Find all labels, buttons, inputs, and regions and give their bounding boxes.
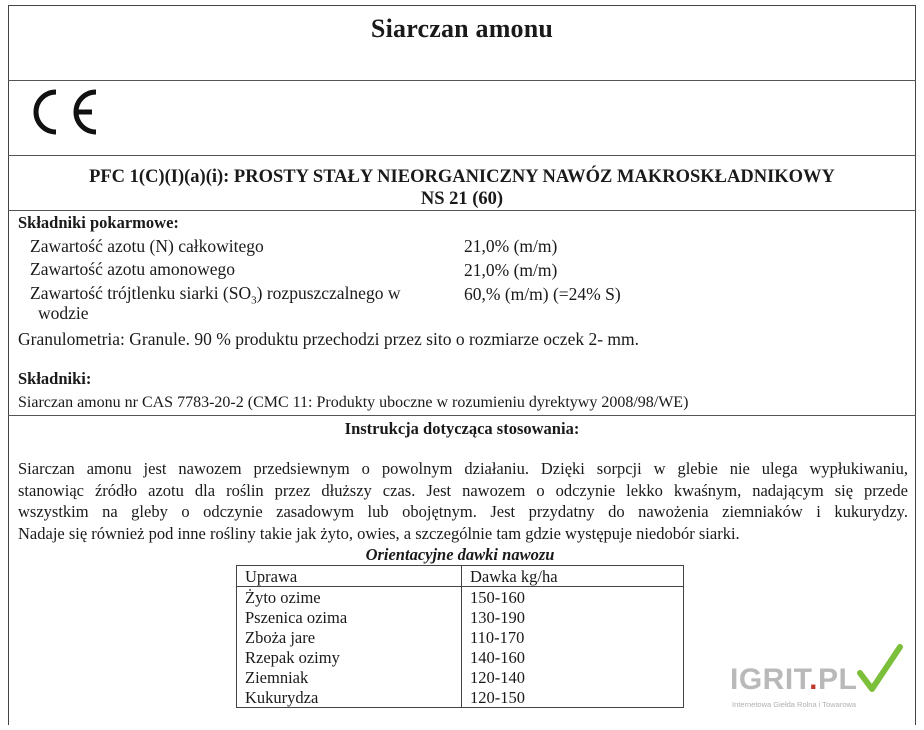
divider — [8, 415, 916, 416]
instructions-line: stanowiąc źródło azotu dla roślin przez dłuższy czas. Jest nawozem o odczynie lekko kwaśnym, nadającym się przede — [18, 480, 908, 500]
nutrient-value: 21,0% (m/m) — [464, 236, 558, 256]
instructions-heading: Instrukcja dotycząca stosowania: — [344, 419, 580, 438]
watermark-dot: . — [809, 663, 819, 696]
column-header: Uprawa — [237, 566, 462, 587]
table-row — [237, 667, 684, 687]
ingredients-heading: Składniki: — [18, 369, 92, 388]
nutrient-label-continued: wodzie — [38, 303, 89, 323]
dose-cell: 120-150 — [462, 687, 684, 708]
dose-cell: 150-160 — [462, 587, 684, 608]
nutrient-value: 21,0% (m/m) — [464, 260, 558, 280]
nutrient-label: Zawartość azotu (N) całkowitego — [30, 236, 264, 256]
nutrient-label-part: ) rozpuszczalnego w — [256, 283, 401, 303]
crop-cell: Kukurydza — [237, 687, 462, 708]
ce-mark-icon — [26, 84, 106, 140]
table-row — [237, 687, 684, 708]
pfc-line-2: NS 21 (60) — [420, 189, 504, 209]
column-header: Dawka kg/ha — [462, 566, 684, 587]
divider — [8, 155, 916, 156]
watermark-brand: IGRIT — [730, 663, 810, 696]
instructions-paragraph — [18, 458, 908, 544]
nutrient-label-subscript: 3 — [251, 294, 257, 307]
watermark-name — [730, 663, 857, 697]
dose-cell: 130-190 — [462, 607, 684, 627]
instructions-line: Nadaje się również pod inne rośliny takie jak żyto, owies, a szczególnie tam gdzie występuje niedobór siarki. — [18, 523, 740, 543]
nutrient-value: 60,% (m/m) (=24% S) — [464, 284, 621, 304]
table-header-row — [237, 566, 684, 587]
table-row — [237, 607, 684, 627]
doses-table — [236, 565, 684, 708]
igrit-watermark-logo — [726, 643, 906, 713]
crop-cell: Zboża jare — [237, 627, 462, 647]
nutrient-label-part: Zawartość trójtlenku siarki (SO — [30, 283, 252, 303]
divider — [8, 80, 916, 81]
instructions-line: wszystkim na gleby o odczynie zasadowym lub obojętnym. Jest przydatny do nawożenia ziemniaków i kukurydzy. — [18, 502, 908, 521]
table-row — [237, 587, 684, 608]
pfc-line-1: PFC 1(C)(I)(a)(i): PROSTY STAŁY NIEORGANICZNY NAWÓZ MAKROSKŁADNIKOWY — [89, 167, 835, 187]
dose-cell: 140-160 — [462, 647, 684, 667]
crop-cell: Rzepak ozimy — [237, 647, 462, 667]
doses-table-title: Orientacyjne dawki nawozu — [365, 545, 555, 564]
crop-cell: Ziemniak — [237, 667, 462, 687]
ingredients-text: Siarczan amonu nr CAS 7783-20-2 (CMC 11: Produkty uboczne w rozumieniu dyrektywy 2008/98/WE) — [18, 394, 689, 411]
dose-cell: 120-140 — [462, 667, 684, 687]
watermark-tld: PL — [818, 663, 858, 696]
crop-cell: Żyto ozime — [237, 587, 462, 608]
granulometry: Granulometria: Granule. 90 % produktu przechodzi przez sito o rozmiarze oczek 2- mm. — [18, 329, 640, 349]
table-row — [237, 627, 684, 647]
dose-cell: 110-170 — [462, 627, 684, 647]
nutrients-heading: Składniki pokarmowe: — [18, 213, 179, 232]
checkmark-icon — [854, 643, 904, 695]
table-row — [237, 647, 684, 667]
crop-cell: Pszenica ozima — [237, 607, 462, 627]
instructions-line: Siarczan amonu jest nawozem przedsiewnym o powolnym działaniu. Dzięki sorpcji w glebie nie ulega wypłukiwaniu, — [18, 459, 908, 478]
divider — [8, 210, 916, 211]
watermark-tagline: Internetowa Giełda Rolna i Towarowa — [732, 700, 857, 709]
page-title: Siarczan amonu — [370, 14, 554, 43]
nutrient-label: Zawartość azotu amonowego — [30, 259, 236, 279]
product-classification — [8, 166, 916, 210]
